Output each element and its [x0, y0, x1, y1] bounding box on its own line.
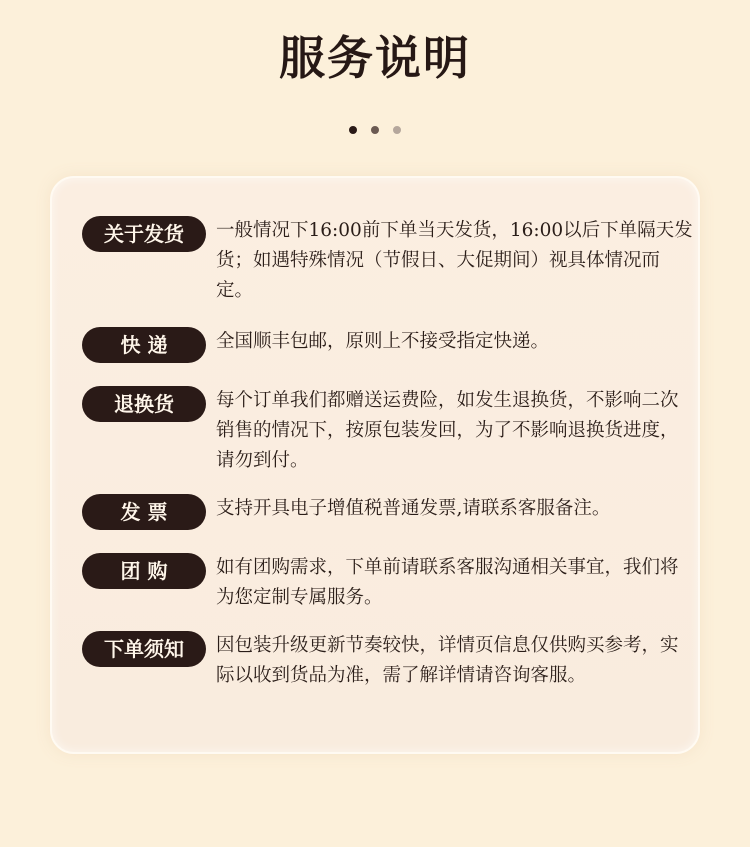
pagination-dot-1[interactable]	[349, 126, 357, 134]
page-title: 服务说明	[279, 31, 471, 85]
service-info-card	[50, 176, 700, 754]
pagination-dot-2[interactable]	[371, 126, 379, 134]
service-label: 快 递	[82, 327, 206, 363]
pagination-dots	[0, 119, 750, 131]
service-label: 关于发货	[82, 216, 206, 252]
service-description: 每个订单我们都赠送运费险，如发生退换货，不影响二次销售的情况下，按原包装发回，为了不影响退换货进度，请勿到付。	[216, 390, 679, 471]
service-description: 支持开具电子增值税普通发票,请联系客服备注。	[216, 498, 611, 519]
service-description: 一般情况下16:00前下单当天发货，16:00以后下单隔天发货；如遇特殊情况（节假日、大促期间）视具体情况而定。	[216, 220, 693, 301]
service-description: 全国顺丰包邮，原则上不接受指定快递。	[216, 331, 550, 352]
service-label: 退换货	[82, 386, 206, 422]
service-label: 发 票	[82, 494, 206, 530]
pagination-dot-3[interactable]	[393, 126, 401, 134]
service-label: 下单须知	[82, 631, 206, 667]
service-description: 如有团购需求，下单前请联系客服沟通相关事宜，我们将为您定制专属服务。	[216, 557, 679, 608]
service-description: 因包装升级更新节奏较快，详情页信息仅供购买参考，实际以收到货品为准，需了解详情请咨询客服。	[216, 635, 679, 686]
service-label: 团 购	[82, 553, 206, 589]
